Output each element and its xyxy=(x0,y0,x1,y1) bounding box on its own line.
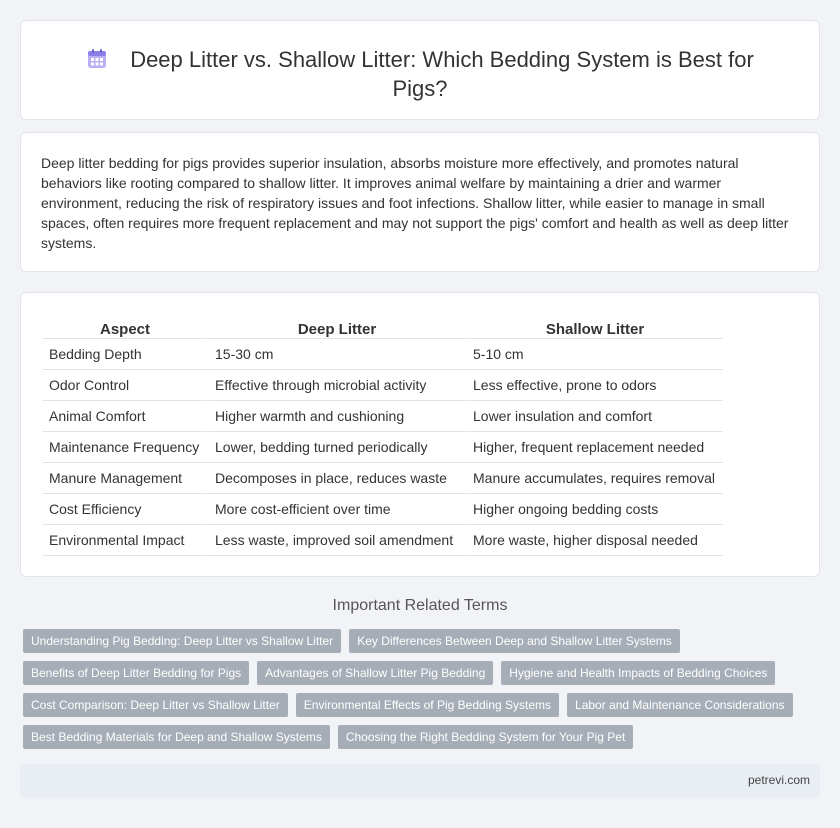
intro-card xyxy=(20,132,820,272)
header-shallow-litter: Shallow Litter xyxy=(465,313,723,339)
related-term-tag[interactable]: Understanding Pig Bedding: Deep Litter vs Shallow Litter xyxy=(23,629,341,653)
table-cell: Effective through microbial activity xyxy=(207,370,465,401)
table-row xyxy=(43,370,723,401)
related-terms-title: Important Related Terms xyxy=(332,597,508,614)
table-row xyxy=(43,432,723,463)
related-term-tag[interactable]: Environmental Effects of Pig Bedding Systems xyxy=(296,693,559,717)
footer-bar xyxy=(20,764,820,798)
related-term-tag[interactable]: Key Differences Between Deep and Shallow Litter Systems xyxy=(349,629,680,653)
table-cell: Environmental Impact xyxy=(43,525,207,556)
table-row xyxy=(43,463,723,494)
related-term-tag[interactable]: Cost Comparison: Deep Litter vs Shallow Litter xyxy=(23,693,288,717)
table-cell: Higher warmth and cushioning xyxy=(207,401,465,432)
header-deep-litter: Deep Litter xyxy=(207,313,465,339)
related-term-tag[interactable]: Labor and Maintenance Considerations xyxy=(567,693,792,717)
page-title-block xyxy=(61,45,779,103)
table-cell: Manure Management xyxy=(43,463,207,494)
related-terms-list xyxy=(23,629,803,749)
related-term-tag[interactable]: Choosing the Right Bedding System for Your Pig Pet xyxy=(338,725,634,749)
table-cell: Lower, bedding turned periodically xyxy=(207,432,465,463)
comparison-card xyxy=(20,292,820,577)
table-row xyxy=(43,401,723,432)
table-cell: 5-10 cm xyxy=(465,339,723,370)
related-term-tag[interactable]: Benefits of Deep Litter Bedding for Pigs xyxy=(23,661,249,685)
table-cell: More cost-efficient over time xyxy=(207,494,465,525)
page-title: Deep Litter vs. Shallow Litter: Which Bedding System is Best for Pigs? xyxy=(130,47,754,101)
table-cell: Odor Control xyxy=(43,370,207,401)
related-term-tag[interactable]: Advantages of Shallow Litter Pig Bedding xyxy=(257,661,493,685)
table-row xyxy=(43,525,723,556)
header-aspect: Aspect xyxy=(43,313,207,339)
table-cell: Cost Efficiency xyxy=(43,494,207,525)
footer-site-link[interactable]: petrevi.com xyxy=(747,773,810,787)
related-term-tag[interactable]: Hygiene and Health Impacts of Bedding Choices xyxy=(501,661,775,685)
table-row xyxy=(43,494,723,525)
table-cell: Higher ongoing bedding costs xyxy=(465,494,723,525)
table-cell: Maintenance Frequency xyxy=(43,432,207,463)
table-cell: Bedding Depth xyxy=(43,339,207,370)
table-cell: More waste, higher disposal needed xyxy=(465,525,723,556)
table-cell: Animal Comfort xyxy=(43,401,207,432)
table-cell: Less waste, improved soil amendment xyxy=(207,525,465,556)
table-cell: Less effective, prone to odors xyxy=(465,370,723,401)
intro-paragraph: Deep litter bedding for pigs provides superior insulation, absorbs moisture more effectively, and promotes natural behaviors like rooting compared to shallow litter. It improves animal welfare by maintaining a drier and warmer environment, reducing the risk of respiratory issues and foot infections. Shallow litter, while easier to manage in small spaces, often requires more frequent replacement and may not support the pigs' comfort and health as well as deep litter systems. xyxy=(41,155,789,251)
table-cell: 15-30 cm xyxy=(207,339,465,370)
related-term-tag[interactable]: Best Bedding Materials for Deep and Shallow Systems xyxy=(23,725,330,749)
header-card xyxy=(20,20,820,120)
table-header-row xyxy=(43,313,723,339)
calendar-icon xyxy=(86,48,108,70)
table-cell: Lower insulation and comfort xyxy=(465,401,723,432)
table-cell: Higher, frequent replacement needed xyxy=(465,432,723,463)
comparison-table xyxy=(43,313,723,556)
table-cell: Manure accumulates, requires removal xyxy=(465,463,723,494)
table-row xyxy=(43,339,723,370)
table-cell: Decomposes in place, reduces waste xyxy=(207,463,465,494)
